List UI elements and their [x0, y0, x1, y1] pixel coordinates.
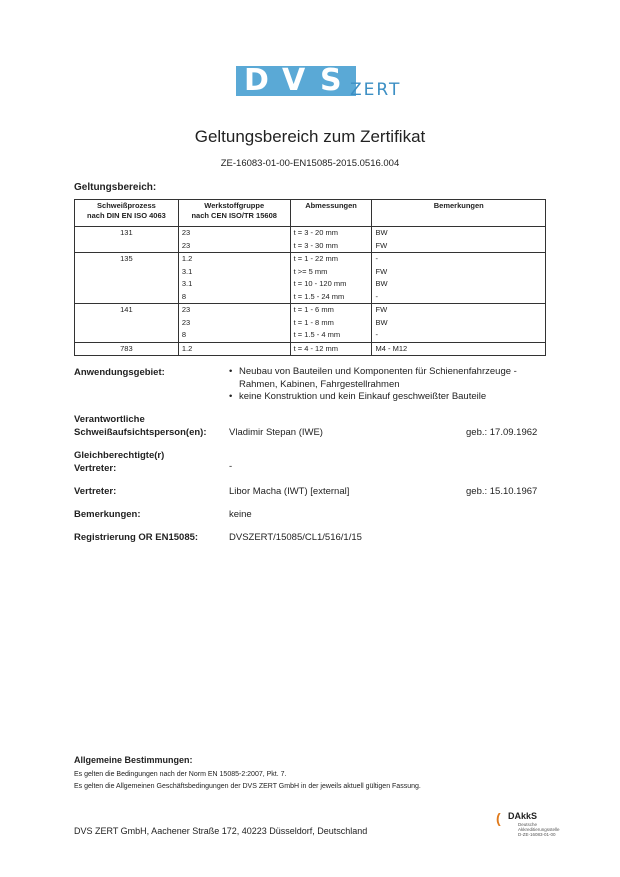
process-cell: 135 — [75, 253, 179, 304]
material-cell — [178, 227, 290, 253]
header-process: Schweißprozess nach DIN EN ISO 4063 — [75, 200, 179, 227]
equal-value: - — [229, 461, 233, 472]
logo-letter-v: V — [282, 63, 307, 98]
registration-label: Registrierung OR EN15085: — [74, 532, 199, 543]
remark-value: BW — [375, 279, 388, 288]
dimension-value: t = 3 - 30 mm — [293, 240, 338, 250]
equal-label-line1: Gleichberechtigte(r) — [74, 450, 165, 461]
logo-letter-s: S — [320, 63, 343, 98]
dimension-cell — [290, 342, 372, 356]
table-header-row — [75, 200, 546, 227]
dakks-small-text: Deutsche Akkreditierungsstelle D-ZE-16083-01-00 — [518, 822, 560, 837]
remark-value: FW — [375, 305, 388, 314]
supervisor-name: Vladimir Stepan (IWE) — [229, 427, 323, 438]
dimension-value: t = 1 - 8 mm — [293, 317, 334, 327]
remark-value: - — [375, 291, 378, 301]
table-row — [75, 304, 546, 343]
application-item: • Neubau von Bauteilen und Komponenten für Schienenfahrzeuge - Rahmen, Kabinen, Fahrgestellrahmen — [229, 366, 549, 391]
material-value: 23 — [181, 240, 191, 250]
dimension-value: t >= 5 mm — [293, 266, 328, 276]
logo-zert: ZERT — [350, 80, 402, 100]
scope-table — [74, 199, 546, 356]
header-dimensions: Abmessungen — [290, 200, 372, 227]
general-line: Es gelten die Allgemeinen Geschäftsbedingungen der DVS ZERT GmbH in der jeweils aktuell gültigen Fassung. — [74, 783, 421, 790]
dimension-value: t = 1 - 22 mm — [293, 254, 338, 263]
dimension-value: t = 1 - 6 mm — [293, 305, 334, 314]
deputy-birth: geb.: 15.10.1967 — [466, 486, 538, 497]
material-value: 1.2 — [181, 343, 193, 353]
table-row — [75, 227, 546, 253]
scope-label: Geltungsbereich: — [74, 182, 157, 193]
material-value: 23 — [181, 305, 191, 314]
application-label: Anwendungsgebiet: — [74, 367, 165, 378]
remark-cell — [372, 304, 546, 343]
application-item: • keine Konstruktion und kein Einkauf geschweißter Bauteile — [229, 391, 549, 404]
supervisor-label-line2: Schweißaufsichtsperson(en): — [74, 427, 207, 438]
deputy-label: Vertreter: — [74, 486, 117, 497]
remark-value: - — [375, 254, 378, 263]
footer-address: DVS ZERT GmbH, Aachener Straße 172, 40223 Düsseldorf, Deutschland — [74, 826, 368, 836]
material-value: 23 — [181, 228, 191, 237]
header-remarks: Bemerkungen — [372, 200, 546, 227]
process-cell: 141 — [75, 304, 179, 343]
registration-value: DVSZERT/15085/CL1/516/1/15 — [229, 532, 362, 543]
remark-value: BW — [375, 317, 388, 327]
material-value: 23 — [181, 317, 191, 327]
supervisor-label-line1: Verantwortliche — [74, 414, 145, 425]
logo-letter-d: D — [244, 63, 270, 98]
dimension-value: t = 10 - 120 mm — [293, 279, 347, 288]
page-title: Geltungsbereich zum Zertifikat — [194, 127, 426, 146]
remarks-label: Bemerkungen: — [74, 509, 141, 520]
dvs-zert-logo — [236, 63, 402, 102]
remark-value: FW — [375, 240, 388, 250]
dakks-mark-icon: ( — [496, 810, 501, 826]
material-value: 1.2 — [181, 254, 193, 263]
dimension-value: t = 1.5 - 4 mm — [293, 330, 341, 339]
remark-cell — [372, 227, 546, 253]
general-title: Allgemeine Bestimmungen: — [74, 755, 193, 765]
remark-value: - — [375, 330, 378, 339]
material-value: 8 — [181, 291, 186, 301]
material-value: 3.1 — [181, 266, 193, 276]
remark-value: M4 - M12 — [375, 343, 408, 353]
material-value: 8 — [181, 330, 186, 339]
material-cell — [178, 304, 290, 343]
process-cell: 131 — [75, 227, 179, 253]
remark-value: BW — [375, 228, 388, 237]
material-cell — [178, 253, 290, 304]
table-row — [75, 253, 546, 304]
application-list — [229, 366, 549, 404]
process-cell: 783 — [75, 342, 179, 356]
table-row — [75, 342, 546, 356]
dimension-cell — [290, 253, 372, 304]
remark-cell — [372, 342, 546, 356]
dakks-logo — [496, 808, 576, 842]
supervisor-birth: geb.: 17.09.1962 — [466, 427, 538, 438]
material-cell — [178, 342, 290, 356]
dakks-name: DAkkS — [508, 811, 538, 821]
remark-value: FW — [375, 266, 388, 276]
certificate-number: ZE-16083-01-00-EN15085-2015.0516.004 — [220, 158, 400, 169]
material-value: 3.1 — [181, 279, 193, 288]
equal-label-line2: Vertreter: — [74, 463, 117, 474]
dimension-value: t = 3 - 20 mm — [293, 228, 338, 237]
dimension-value: t = 4 - 12 mm — [293, 343, 338, 353]
dimension-cell — [290, 227, 372, 253]
deputy-name: Libor Macha (IWT) [external] — [229, 486, 350, 497]
dimension-value: t = 1.5 - 24 mm — [293, 291, 345, 301]
remarks-value: keine — [229, 509, 252, 520]
general-line: Es gelten die Bedingungen nach der Norm EN 15085-2:2007, Pkt. 7. — [74, 771, 287, 778]
remark-cell — [372, 253, 546, 304]
header-material: Werkstoffgruppe nach CEN ISO/TR 15608 — [178, 200, 290, 227]
dimension-cell — [290, 304, 372, 343]
